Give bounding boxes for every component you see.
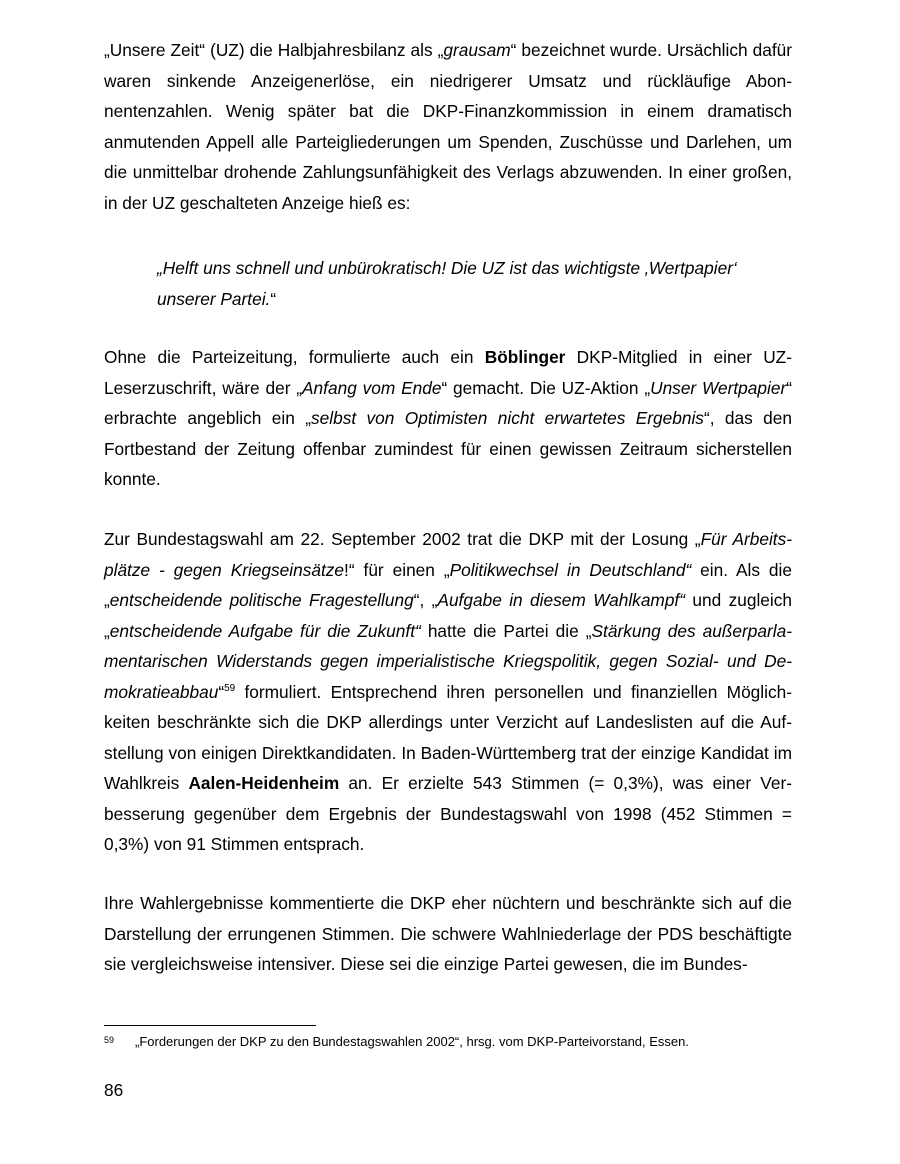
block-quote (157, 253, 757, 314)
text-run: formuliert. Entsprechend ihren personellen und finanziellen Möglichkeiten beschränkte sich die DKP allerdings unter Verzicht auf Landeslisten auf die Aufstellung von einigen Direktkandidaten. In Baden-Württemberg trat der einzige Kandidat im Wahlkreis (104, 681, 792, 793)
text-run: an. Er erzielte 543 Stimmen (= 0,3%), was einer Verbesserung gegenüber dem Ergebnis der Bundestagswahl von 1998 (452 Stimmen = 0,3%) von 91 Stimmen entsprach. (104, 773, 792, 854)
text-run: “ gemacht. Die UZ-Aktion „ (441, 377, 651, 398)
footnote-reference[interactable]: 59 (224, 682, 236, 694)
footnote-text: „Forderungen der DKP zu den Bundestagswahlen 2002“, hrsg. vom DKP-Parteivorstand, Essen. (135, 1034, 690, 1049)
text-run: hatte die Partei die „ (420, 620, 592, 641)
footnote-number: 59 (104, 1035, 115, 1045)
quote-text: „Helft uns schnell und unbürokratisch! Die UZ ist das wichtigste ‚Wertpapier‘ unserer Partei. (157, 258, 737, 309)
text-run: und zugleich „ (104, 590, 793, 641)
place-name-bold: Aalen-Heidenheim (188, 773, 340, 793)
paragraph-4 (104, 888, 792, 980)
place-name-bold: Böblinger (484, 347, 566, 367)
emphasis: Aufgabe in diesem Wahlkampf“ (437, 590, 685, 610)
emphasis: selbst von Optimisten nicht erwartetes Ergebnis (311, 408, 704, 428)
paragraph-2 (104, 342, 792, 495)
emphasis: entscheidende Aufgabe für die Zukunft“ (109, 620, 421, 641)
emphasis: Stärkung des außerparlamentarischen Widerstands gegen imperialistische Kriegspolitik, gegen Sozial- und Demokratieabbau (104, 620, 792, 702)
text-run: ein. Als die „ (104, 559, 792, 610)
text-run: “ (218, 681, 225, 702)
emphasis: Für Arbeitsplätze - gegen Kriegseinsätze (104, 529, 793, 580)
emphasis: grausam (443, 40, 511, 60)
text-run: Ihre Wahlergebnisse kommentierte die DKP eher nüchtern und beschränkte sich auf die Darstellung der errungenen Stimmen. Die schwere Wahlniederlage der PDS beschäftigte sie vergleichsweise intensiver. Diese sei die einzige Partei gewesen, die im Bundes- (104, 893, 792, 974)
paragraph-3 (104, 524, 792, 860)
footnote-separator (104, 1025, 316, 1026)
emphasis: Unser Wertpapier (650, 377, 787, 398)
text-run: “ bezeichnet wurde. Ursächlich dafür waren sinkende Anzeigenerlöse, ein niedrigerer Umsatz und rückläufige Abonnentenzahlen. Wenig später bat die DKP-Finanzkommission in einem dramatisch anmutenden Appell alle Parteigliederungen um Spenden, Zuschüsse und Darlehen, um die unmittelbar drohende Zahlungsunfähigkeit des Verlags abzuwenden. In einer großen, in der UZ geschalteten Anzeige hieß es: (104, 40, 792, 213)
text-run: Zur Bundestagswahl am 22. September 2002 trat die DKP mit der Losung „ (104, 529, 701, 549)
text-run: Ohne die Parteizeitung, formulierte auch ein (104, 347, 485, 367)
page-number: 86 (104, 1080, 124, 1100)
text-run: “, „ (413, 590, 438, 610)
text-run: DKP-Mitglied in einer UZ-Leserzuschrift, wäre der „ (104, 347, 792, 398)
emphasis: entscheidende politische Fragestellung (109, 590, 414, 610)
emphasis: Anfang vom Ende (302, 377, 442, 398)
text-run: “ erbrachte angeblich ein „ (104, 377, 792, 428)
text-run: !“ für einen „ (344, 559, 450, 580)
emphasis: Politikwechsel in Deutschland“ (449, 559, 692, 580)
paragraph-1 (104, 35, 792, 218)
quote-close: “ (270, 288, 277, 309)
text-run: „Unsere Zeit“ (UZ) die Halbjahresbilanz als „ (104, 40, 444, 60)
text-run: “, das den Fortbestand der Zeitung offenbar zumindest für einen gewissen Zeitraum sicherstellen konnte. (104, 408, 792, 489)
